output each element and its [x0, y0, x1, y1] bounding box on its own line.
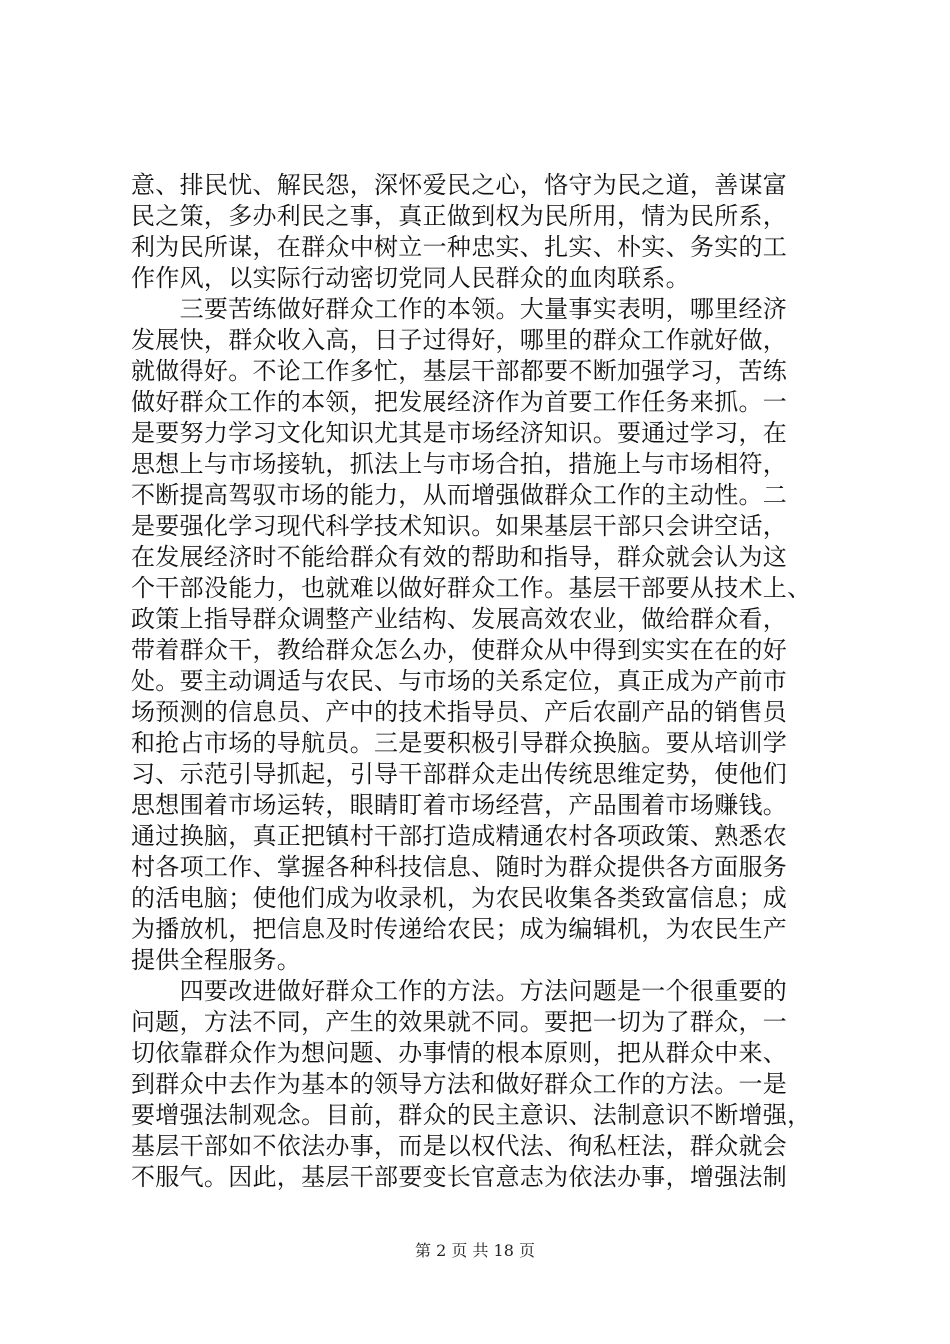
text-line: 民之策，多办利民之事，真正做到权为民所用，情为民所系，	[131, 202, 788, 230]
paragraph	[131, 294, 831, 976]
text-line: 个干部没能力，也就难以做好群众工作。基层干部要从技术上、	[131, 574, 812, 602]
text-line: 场预测的信息员、产中的技术指导员、产后农副产品的销售员	[131, 698, 788, 726]
text-line: 作作风，以实际行动密切党同人民群众的血肉联系。	[131, 264, 690, 292]
text-line: 基层干部如不依法办事，而是以权代法、徇私枉法，群众就会	[131, 1132, 788, 1160]
text-line: 处。要主动调适与农民、与市场的关系定位，真正成为产前市	[131, 667, 788, 695]
text-line: 到群众中去作为基本的领导方法和做好群众工作的方法。一是	[131, 1070, 788, 1098]
text-line: 利为民所谋，在群众中树立一种忠实、扎实、朴实、务实的工	[131, 233, 788, 261]
text-line: 意、排民忧、解民怨，深怀爱民之心，恪守为民之道，善谋富	[131, 171, 788, 199]
text-line: 三要苦练做好群众工作的本领。大量事实表明，哪里经济	[131, 295, 788, 323]
text-line: 政策上指导群众调整产业结构、发展高效农业，做给群众看，	[131, 605, 788, 633]
paragraph	[131, 170, 831, 294]
text-line: 不服气。因此，基层干部要变长官意志为依法办事，增强法制	[131, 1163, 788, 1191]
text-line: 通过换脑，真正把镇村干部打造成精通农村各项政策、熟悉农	[131, 822, 788, 850]
text-line: 村各项工作、掌握各种科技信息、随时为群众提供各方面服务	[131, 853, 788, 881]
text-line: 在发展经济时不能给群众有效的帮助和指导，群众就会认为这	[131, 543, 788, 571]
text-line: 不断提高驾驭市场的能力，从而增强做群众工作的主动性。二	[131, 481, 788, 509]
page-number-footer: 第 2 页 共 18 页	[415, 1241, 535, 1260]
text-line: 问题，方法不同，产生的效果就不同。要把一切为了群众，一	[131, 1008, 788, 1036]
text-line: 提供全程服务。	[131, 946, 302, 974]
text-line: 的活电脑；使他们成为收录机，为农民收集各类致富信息；成	[131, 884, 788, 912]
text-line: 和抢占市场的导航员。三是要积极引导群众换脑。要从培训学	[131, 729, 788, 757]
text-line: 是要强化学习现代科学技术知识。如果基层干部只会讲空话，	[131, 512, 788, 540]
text-line: 习、示范引导抓起，引导干部群众走出传统思维定势，使他们	[131, 760, 788, 788]
text-line: 切依靠群众作为想问题、办事情的根本原则，把从群众中来、	[131, 1039, 788, 1067]
document-body	[131, 170, 831, 1193]
text-line: 做好群众工作的本领，把发展经济作为首要工作任务来抓。一	[131, 388, 788, 416]
text-line: 发展快，群众收入高，日子过得好，哪里的群众工作就好做，	[131, 326, 788, 354]
text-line: 思想围着市场运转，眼睛盯着市场经营，产品围着市场赚钱。	[131, 791, 788, 819]
text-line: 带着群众干，教给群众怎么办，使群众从中得到实实在在的好	[131, 636, 788, 664]
text-line: 就做得好。不论工作多忙，基层干部都要不断加强学习，苦练	[131, 357, 788, 385]
text-line: 是要努力学习文化知识尤其是市场经济知识。要通过学习，在	[131, 419, 788, 447]
text-line: 思想上与市场接轨，抓法上与市场合拍，措施上与市场相符，	[131, 450, 788, 478]
text-line: 为播放机，把信息及时传递给农民；成为编辑机，为农民生产	[131, 915, 788, 943]
paragraph	[131, 976, 831, 1193]
text-line: 要增强法制观念。目前，群众的民主意识、法制意识不断增强，	[131, 1101, 812, 1129]
text-line: 四要改进做好群众工作的方法。方法问题是一个很重要的	[131, 977, 788, 1005]
